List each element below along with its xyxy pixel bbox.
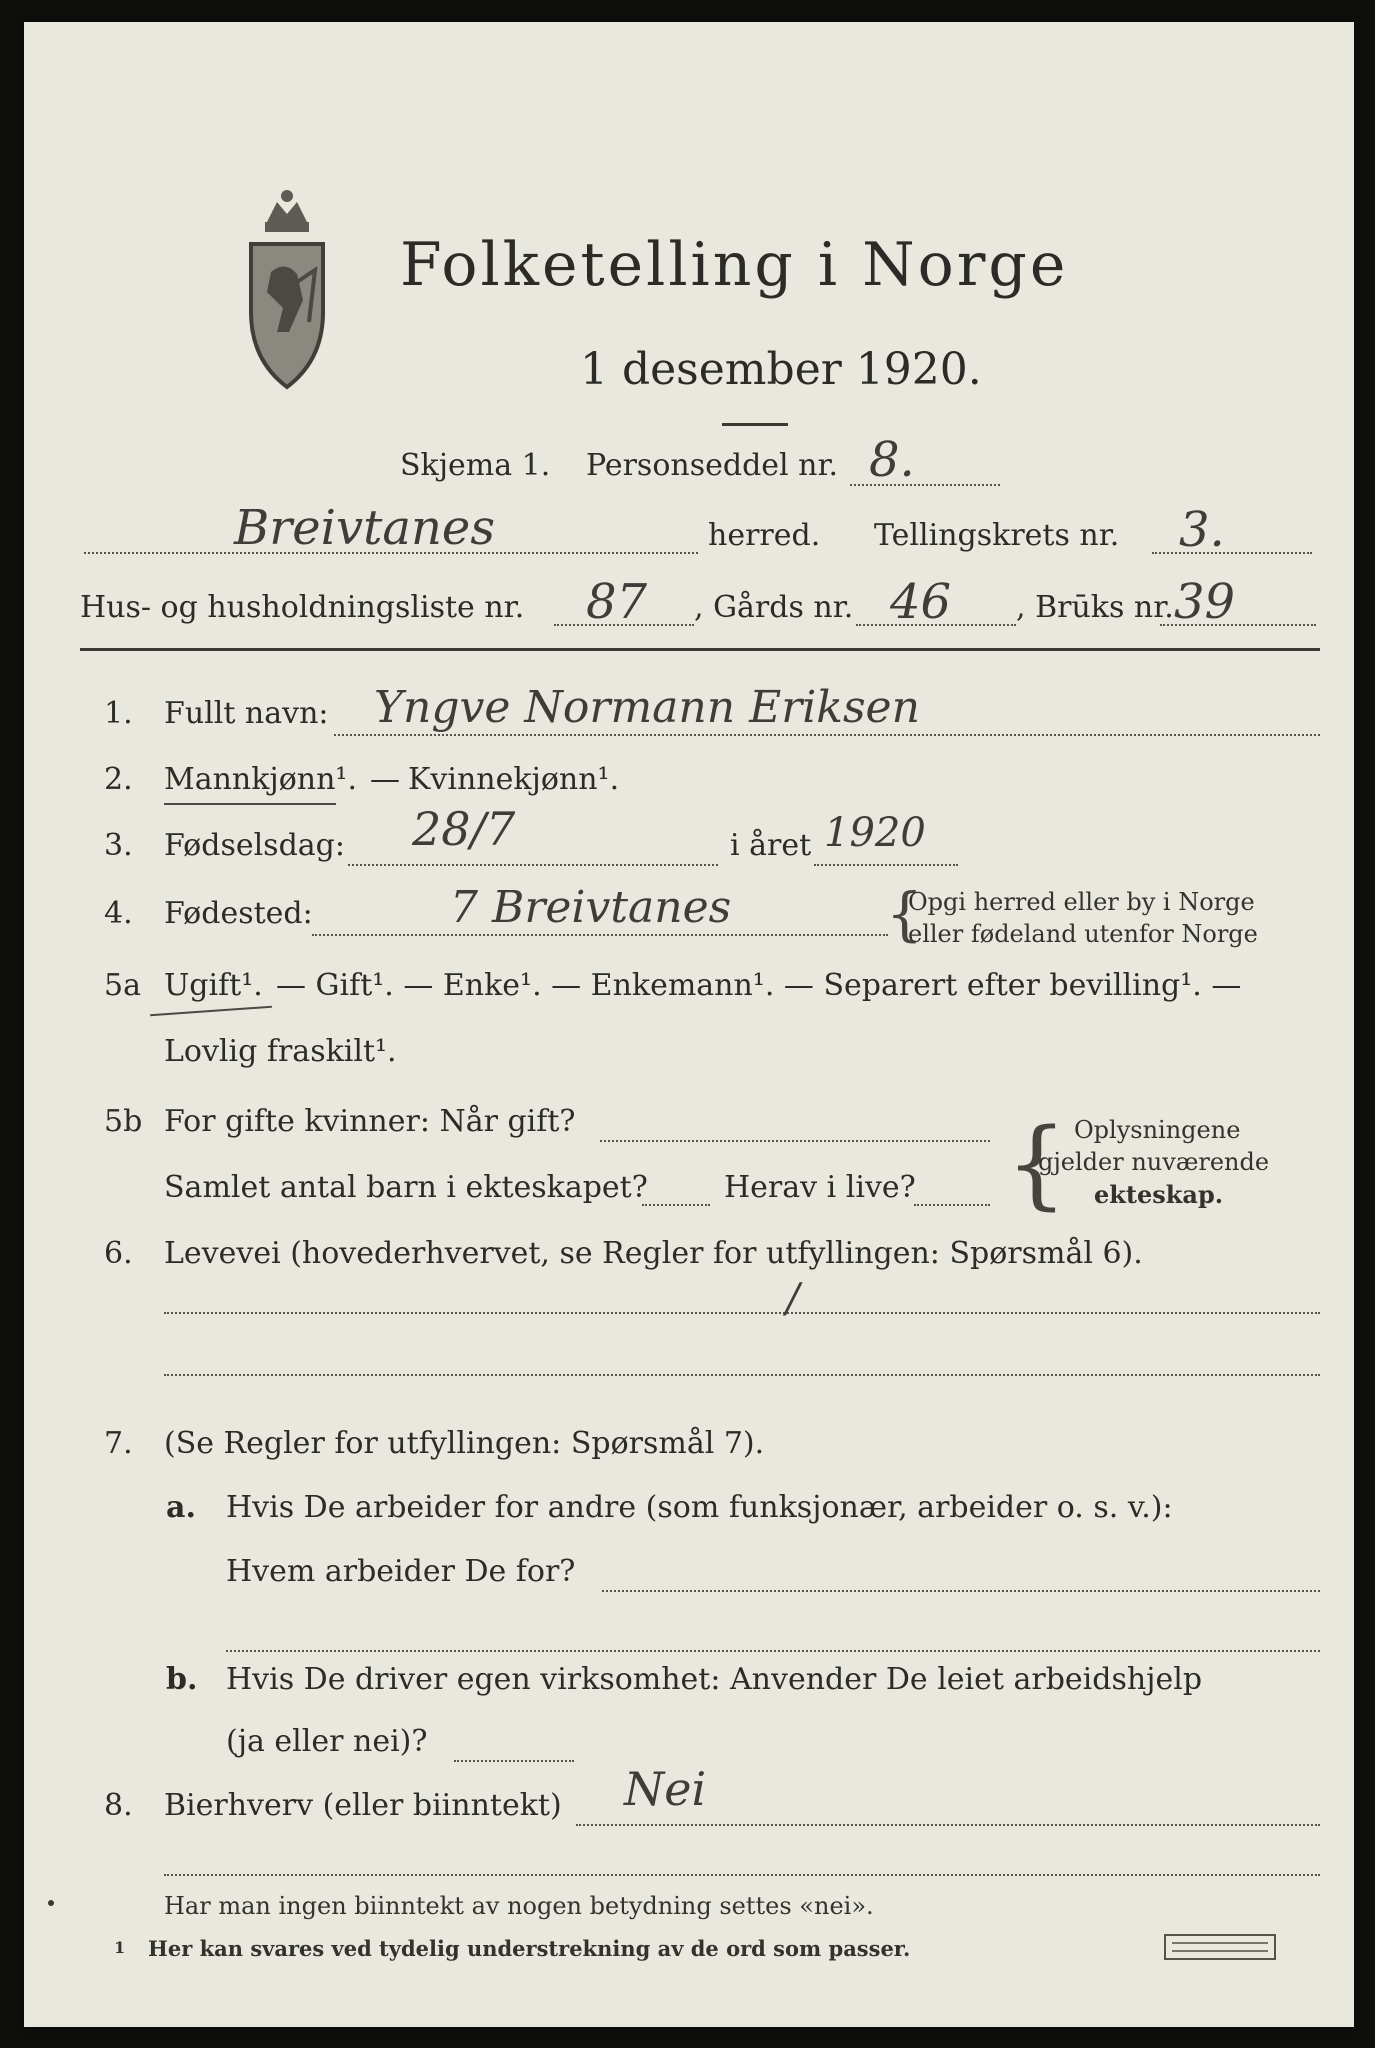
q5a-other-options[interactable]: — Gift¹. — Enke¹. — Enkemann¹. — Separert efter bevilling¹. — [276,968,1242,1003]
q4-label: Fødested: [164,896,313,931]
bruks-label: , Brūks nr. [1016,590,1174,625]
q2-number: 2. [104,762,133,797]
q1-number: 1. [104,696,133,731]
q2-dash: — [370,762,400,797]
personseddel-value[interactable]: 8. [869,432,915,488]
q5b-note-line3: ekteskap. [1094,1180,1224,1209]
margin-dot-icon [46,1898,56,1908]
census-form [24,22,1354,2027]
q7b-label-line2: (ja eller nei)? [226,1724,428,1759]
q6-value[interactable]: / [786,1276,800,1322]
q4-brace: { [886,880,923,948]
q8-label: Bierhverv (eller biinntekt) [164,1788,562,1823]
q4-number: 4. [104,896,133,931]
q4-note-line2: eller fødeland utenfor Norge [908,920,1258,948]
census-date: 1 desember 1920. [580,344,982,395]
title-divider [722,423,788,426]
q5b-note-line1: Oplysningene [1074,1116,1241,1144]
q6-label: Levevei (hovederhvervet, se Regler for utfyllingen: Spørsmål 6). [164,1236,1143,1271]
hus-value[interactable]: 87 [586,574,648,630]
printer-stamp-icon [1164,1934,1276,1960]
q2-female-option[interactable]: Kvinnekjønn¹. [408,762,620,797]
header-rule [80,648,1320,651]
q7a-field-line-2[interactable] [226,1650,1320,1652]
q5b-alive-label: Herav i live? [724,1170,916,1205]
q4-birthplace-value[interactable]: 7 Breivtanes [450,882,732,933]
q8-number: 8. [104,1788,133,1823]
q5a-number: 5a [104,968,141,1003]
q7-label: (Se Regler for utfyllingen: Spørsmål 7). [164,1426,765,1461]
footnote-text: Her kan svares ved tydelig understrekning av de ord som passer. [148,1936,911,1961]
q1-full-name-value[interactable]: Yngve Normann Eriksen [374,682,920,733]
norway-coat-of-arms-icon [237,182,337,392]
schema-label: Skjema 1. [400,448,551,483]
q3-year-value[interactable]: 1920 [824,810,926,856]
q4-note-line1: Opgi herred eller by i Norge [908,888,1255,916]
tellingskrets-field-line [1152,552,1312,554]
q8-note: Har man ingen biinntekt av nogen betydning settes «nei». [164,1892,874,1920]
gards-label: , Gårds nr. [694,590,854,625]
personseddel-label: Personseddel nr. [586,448,839,483]
bruks-value[interactable]: 39 [1174,574,1236,630]
q7b-field-line[interactable] [454,1760,574,1762]
q5b-married-when-label: For gifte kvinner: Når gift? [164,1104,576,1139]
q5b-married-when-field[interactable] [600,1140,990,1142]
q5b-children-field[interactable] [642,1204,710,1206]
q6-field-line-1[interactable] [164,1312,1320,1314]
hus-label: Hus- og husholdningsliste nr. [80,590,525,625]
q2-male-underline [164,803,336,805]
gards-value[interactable]: 46 [890,574,952,630]
tellingskrets-label: Tellingskrets nr. [874,518,1120,553]
q5b-note-line2: gjelder nuværende [1038,1148,1270,1176]
form-title: Folketelling i Norge [400,230,1069,300]
q1-field-line [334,734,1320,736]
q7b-label-line1: Hvis De driver egen virksomhet: Anvender De leiet arbeidshjelp [226,1662,1203,1697]
q5b-alive-field[interactable] [914,1204,990,1206]
q7a-field-line-1[interactable] [602,1590,1320,1592]
q7a-label-line1: Hvis De arbeider for andre (som funksjonær, arbeider o. s. v.): [226,1490,1173,1525]
q5b-children-label: Samlet antal barn i ekteskapet? [164,1170,648,1205]
footnote-mark: 1 [114,1938,126,1957]
q8-field-line-1[interactable] [576,1824,1320,1826]
q3-year-label: i året [730,828,812,863]
tellingskrets-value[interactable]: 3. [1179,502,1225,558]
q3-field-line [348,864,718,866]
q8-field-line-2[interactable] [164,1874,1320,1876]
q8-value[interactable]: Nei [624,1762,707,1816]
q5a-divorced-option[interactable]: Lovlig fraskilt¹. [164,1034,397,1069]
herred-value[interactable]: Breivtanes [234,500,495,556]
q3-number: 3. [104,828,133,863]
q3-birthday-value[interactable]: 28/7 [412,802,516,856]
q7a-label-line2: Hvem arbeider De for? [226,1554,576,1589]
q4-field-line [312,934,888,936]
q5b-number: 5b [104,1104,143,1139]
q5a-ugift-underline [150,1006,272,1017]
q5a-ugift-option[interactable]: Ugift¹. [164,968,263,1003]
q6-field-line-2[interactable] [164,1374,1320,1376]
q5b-brace: { [1006,1108,1068,1220]
q3-year-field-line [814,864,958,866]
q7a-letter: a. [166,1490,196,1525]
herred-label: herred. [708,518,821,553]
q7b-letter: b. [166,1662,198,1697]
q3-label: Fødselsdag: [164,828,345,863]
q1-label: Fullt navn: [164,696,329,731]
q6-number: 6. [104,1236,133,1271]
q2-male-option[interactable]: Mannkjønn¹. [164,762,357,797]
q7-number: 7. [104,1426,133,1461]
